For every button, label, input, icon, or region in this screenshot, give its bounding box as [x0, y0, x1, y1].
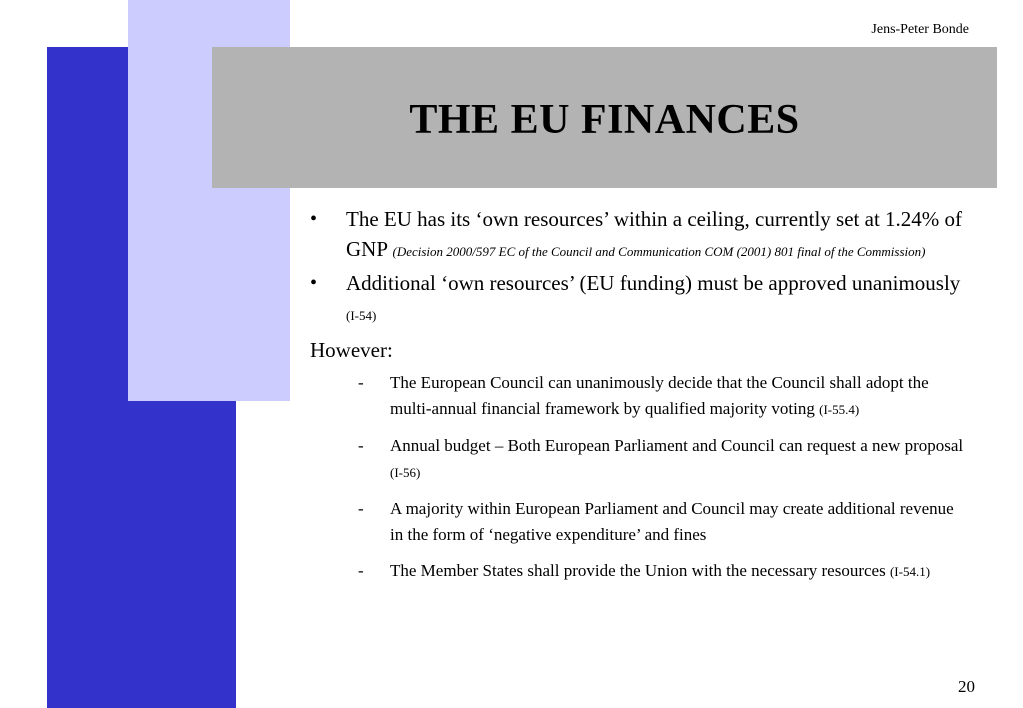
bullet-note: (Decision 2000/597 EC of the Council and Communication COM (2001) 801 final of the Commission) — [392, 244, 926, 259]
bullet-text: Additional ‘own resources’ (EU funding) must be approved unanimously — [346, 271, 961, 295]
dash-symbol: - — [358, 561, 364, 580]
dash-symbol: - — [358, 436, 364, 455]
sub-item-text: A majority within European Parliament and Council may create additional revenue in the form of ‘negative expenditure’ and fines — [390, 499, 954, 544]
bullet-symbol: • — [310, 208, 318, 230]
bullet-item — [310, 268, 970, 331]
article-reference: (I-54) — [346, 308, 377, 323]
sub-item-text: The European Council can unanimously decide that the Council shall adopt the multi-annual financial framework by qualified majority voting — [390, 373, 929, 418]
sub-item — [310, 433, 970, 486]
title-banner — [212, 47, 997, 188]
bullet-item — [310, 204, 970, 264]
article-reference: (I-54.1) — [889, 564, 931, 579]
sub-item — [310, 370, 970, 423]
dash-symbol: - — [358, 373, 364, 392]
article-reference: (I-55.4) — [819, 402, 860, 417]
sub-item — [310, 496, 970, 548]
article-reference: (I-56) — [390, 465, 421, 480]
author-name: Jens-Peter Bonde — [871, 22, 969, 37]
sub-item-text: Annual budget – Both European Parliament and Council can request a new proposal — [390, 436, 964, 455]
dash-symbol: - — [358, 499, 364, 518]
sub-item — [310, 558, 970, 585]
slide-title: THE EU FINANCES — [409, 96, 800, 143]
bullet-text: The EU has its ‘own resources’ within a ceiling, currently set at 1.24% of GNP — [346, 207, 963, 261]
page-number: 20 — [958, 677, 975, 696]
however-heading: However: — [310, 338, 393, 362]
sub-item-text: The Member States shall provide the Union with the necessary resources — [390, 561, 890, 580]
slide-content — [310, 204, 970, 585]
bullet-symbol: • — [310, 272, 318, 294]
